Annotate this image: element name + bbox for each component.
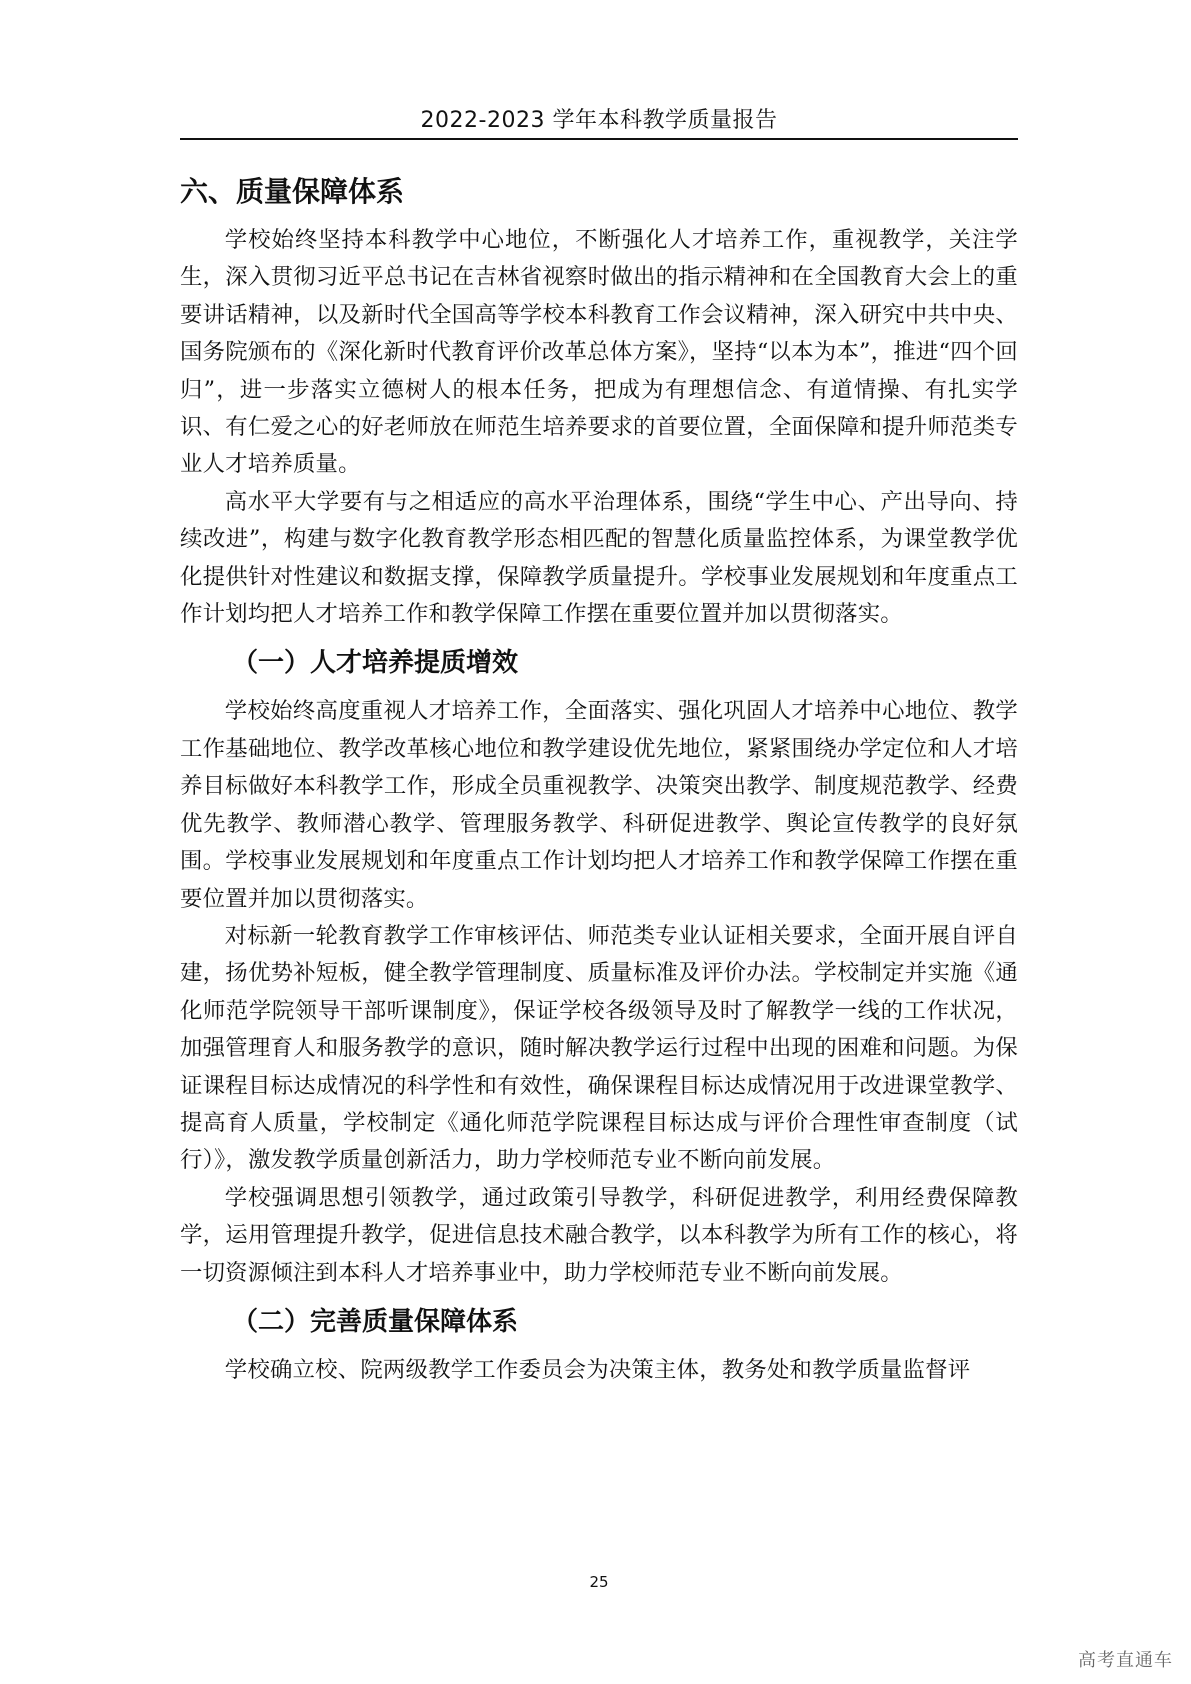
paragraph: 学校始终高度重视人才培养工作，全面落实、强化巩固人才培养中心地位、教学工作基础地位、教学改革核心地位和教学建设优先地位，紧紧围绕办学定位和人才培养目标做好本科教学工作，形成全员重视教学、决策突出教学、制度规范教学、经费优先教学、教师潜心教学、管理服务教学、科研促进教学、舆论宣传教学的良好氛围。学校事业发展规划和年度重点工作计划均把人才培养工作和教学保障工作摆在重要位置并加以贯彻落实。 (180, 698, 1018, 912)
subsection-heading: （一）人才培养提质增效 (232, 648, 519, 679)
paragraph: 高水平大学要有与之相适应的高水平治理体系，围绕“学生中心、产出导向、持续改进”，构建与数字化教育教学形态相匹配的智慧化质量监控体系，为课堂教学优化提供针对性建议和数据支撑，保障教学质量提升。学校事业发展规划和年度重点工作计划均把人才培养工作和教学保障工作摆在重要位置并加以贯彻落实。 (180, 488, 1018, 628)
running-header: 2022-2023 学年本科教学质量报告 (420, 108, 778, 133)
header-rule (180, 138, 1018, 140)
paragraph: 学校始终坚持本科教学中心地位，不断强化人才培养工作，重视教学，关注学生，深入贯彻习近平总书记在吉林省视察时做出的指示精神和在全国教育大会上的重要讲话精神，以及新时代全国高等学校本科教育工作会议精神，深入研究中共中央、国务院颁布的《深化新时代教育评价改革总体方案》，坚持“以本为本”，推进“四个回归”，进一步落实立德树人的根本任务，把成为有理想信念、有道情操、有扎实学识、有仁爱之心的好老师放在师范生培养要求的首要位置，全面保障和提升师范类专业人才培养质量。 (180, 227, 1018, 478)
page-number: 25 (589, 1573, 609, 1591)
watermark: 高考直通车 (1078, 1650, 1173, 1671)
paragraph: 学校确立校、院两级教学工作委员会为决策主体，教务处和教学质量监督评 (224, 1356, 971, 1383)
paragraph: 学校强调思想引领教学，通过政策引导教学，科研促进教学，利用经费保障教学，运用管理提升教学，促进信息技术融合教学，以本科教学为所有工作的核心，将一切资源倾注到本科人才培养事业中，助力学校师范专业不断向前发展。 (180, 1184, 1018, 1286)
document-body (180, 172, 1018, 1389)
paragraph: 对标新一轮教育教学工作审核评估、师范类专业认证相关要求，全面开展自评自建，扬优势补短板，健全教学管理制度、质量标准及评价办法。学校制定并实施《通化师范学院领导干部听课制度》，保证学校各级领导及时了解教学一线的工作状况，加强管理育人和服务教学的意识，随时解决教学运行过程中出现的困难和问题。为保证课程目标达成情况的科学性和有效性，确保课程目标达成情况用于改进课堂教学、提高育人质量，学校制定《通化师范学院课程目标达成与评价合理性审查制度（试行）》，激发教学质量创新活力，助力学校师范专业不断向前发展。 (180, 922, 1018, 1174)
section-heading: 六、质量保障体系 (180, 175, 405, 208)
subsection-heading: （二）完善质量保障体系 (232, 1306, 519, 1337)
